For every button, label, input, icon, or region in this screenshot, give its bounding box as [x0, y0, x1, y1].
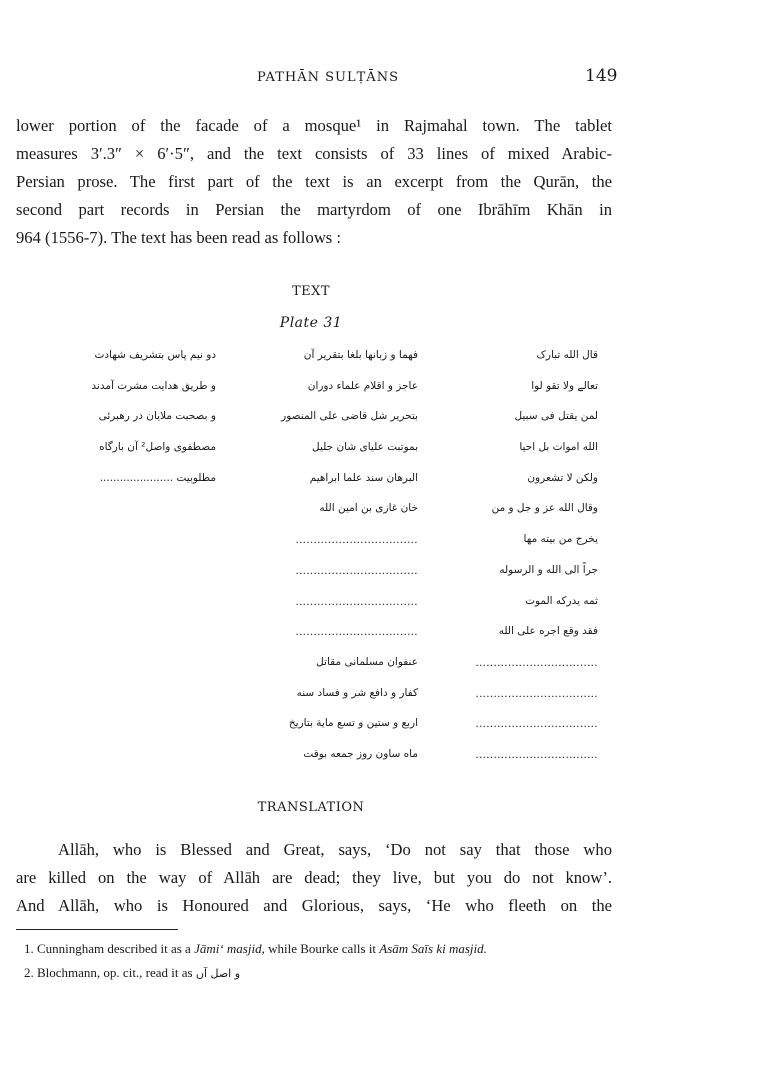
intro-paragraph [16, 112, 612, 252]
inscription-line: ماه ساون روز جمعه بوقت [303, 747, 418, 760]
translation-line: Allāh, who is Blessed and Great, says, ‘Do not say that those who [58, 840, 612, 859]
inscription-gap: .................................. [295, 593, 418, 608]
inscription-line: کفار و دافع شر و فساد سنه [296, 686, 418, 699]
inscription-column-right [438, 340, 598, 770]
inscription-line: مصطفوی واصل² آن بارگاه [99, 441, 216, 454]
inscription-gap: .................................. [295, 624, 418, 639]
inscription-line: البرهان سند علما ابراهيم [309, 471, 418, 484]
footnote-rule [16, 929, 178, 930]
footnote-text: , while Bourke calls it [261, 941, 380, 956]
inscription-line: عاجز و اقلام علماء دوران [307, 379, 418, 392]
inscription-line: جراً الی الله و الرسوله [499, 563, 598, 576]
translation-heading: TRANSLATION [257, 800, 365, 815]
inscription-line: و بصحبت ملايان در رهبرئی [98, 410, 216, 423]
inscription-line: بتحرير شل قاضی علی المنصور [281, 410, 418, 423]
inscription-line: دو نيم پاس بتشريف شهادت [94, 349, 216, 361]
inscription-line: بموتبت عليای شان جليل [312, 441, 418, 454]
page-number: 149 [585, 66, 618, 86]
intro-line: Persian prose. The first part of the text is an excerpt from the Qurān, the [16, 172, 612, 191]
intro-line: lower portion of the facade of a mosque¹ in Rajmahal town. The tablet [16, 116, 612, 135]
inscription-column-middle [220, 340, 418, 770]
footnote-2 [24, 961, 624, 986]
intro-line: 964 (1556-7). The text has been read as follows : [16, 228, 342, 247]
inscription-gap: .................................. [475, 746, 598, 761]
translation-line: are killed on the way of Allāh are dead; they live, but you do not know’. [16, 868, 612, 887]
footnote-text: 2. Blochmann, op. cit., read it as [24, 965, 196, 980]
footnote-term: Asām Saīs ki masjid. [379, 941, 487, 956]
footnote-arabic: و اصل آں [195, 967, 241, 980]
inscription-line: فهما و زبانها بلغا بتقرير آن [303, 349, 418, 361]
inscription-line: خان غازی بن امين الله [319, 502, 418, 515]
footnote-text: 1. Cunningham described it as a [24, 941, 195, 956]
inscription-line: ثمه يدرکه الموت [525, 594, 598, 607]
inscription-line: وقال الله عز و جل و من [491, 502, 598, 515]
plate-label: Plate 31 [279, 315, 343, 331]
inscription-line: عنفوان مسلمانی مقاتل [316, 655, 418, 668]
inscription-line: اربع و ستين و تسع ماية بتاريخ [288, 717, 418, 730]
inscription-gap: .................................. [475, 654, 598, 669]
inscription-line: ولکن لا تشعرون [527, 471, 598, 484]
inscription-gap: .................................. [295, 532, 418, 547]
footnote-1 [24, 937, 624, 961]
footnotes [24, 937, 624, 986]
translation-line: And Allāh, who is Honoured and Glorious, says, ‘He who fleeth on the [16, 896, 612, 915]
translation-paragraph [16, 836, 612, 920]
intro-line: second part records in Persian the martyrdom of one Ibrāhīm Khān in [16, 200, 612, 219]
footnote-term: Jāmi‘ masjid [194, 941, 262, 956]
inscription-line: لمن يقتل فی سبيل [514, 410, 598, 423]
inscription-column-left [20, 340, 216, 493]
inscription-gap: .................................. [475, 685, 598, 700]
inscription-line: فقد وقع اجره علی الله [498, 625, 598, 638]
inscription-line: تعالے ولا تقو لوا [531, 379, 598, 392]
running-title: PATHĀN SULṬĀNS [257, 70, 399, 85]
inscription-line: الله اموات بل احيا [519, 441, 598, 454]
inscription-line: قال الله تبارک [536, 349, 598, 361]
inscription-gap: .................................. [475, 716, 598, 731]
intro-line: measures 3′.3″ × 6′·5″, and the text consists of 33 lines of mixed Arabic- [16, 144, 612, 163]
text-heading: TEXT [291, 284, 331, 299]
inscription-gap: .................................. [295, 562, 418, 577]
inscription-line: يخرج من بيته مها [523, 533, 598, 546]
inscription-line: و طريق هدايت مشرت آمدند [91, 379, 216, 392]
inscription-line: مطلوبيت ...................... [99, 471, 216, 484]
